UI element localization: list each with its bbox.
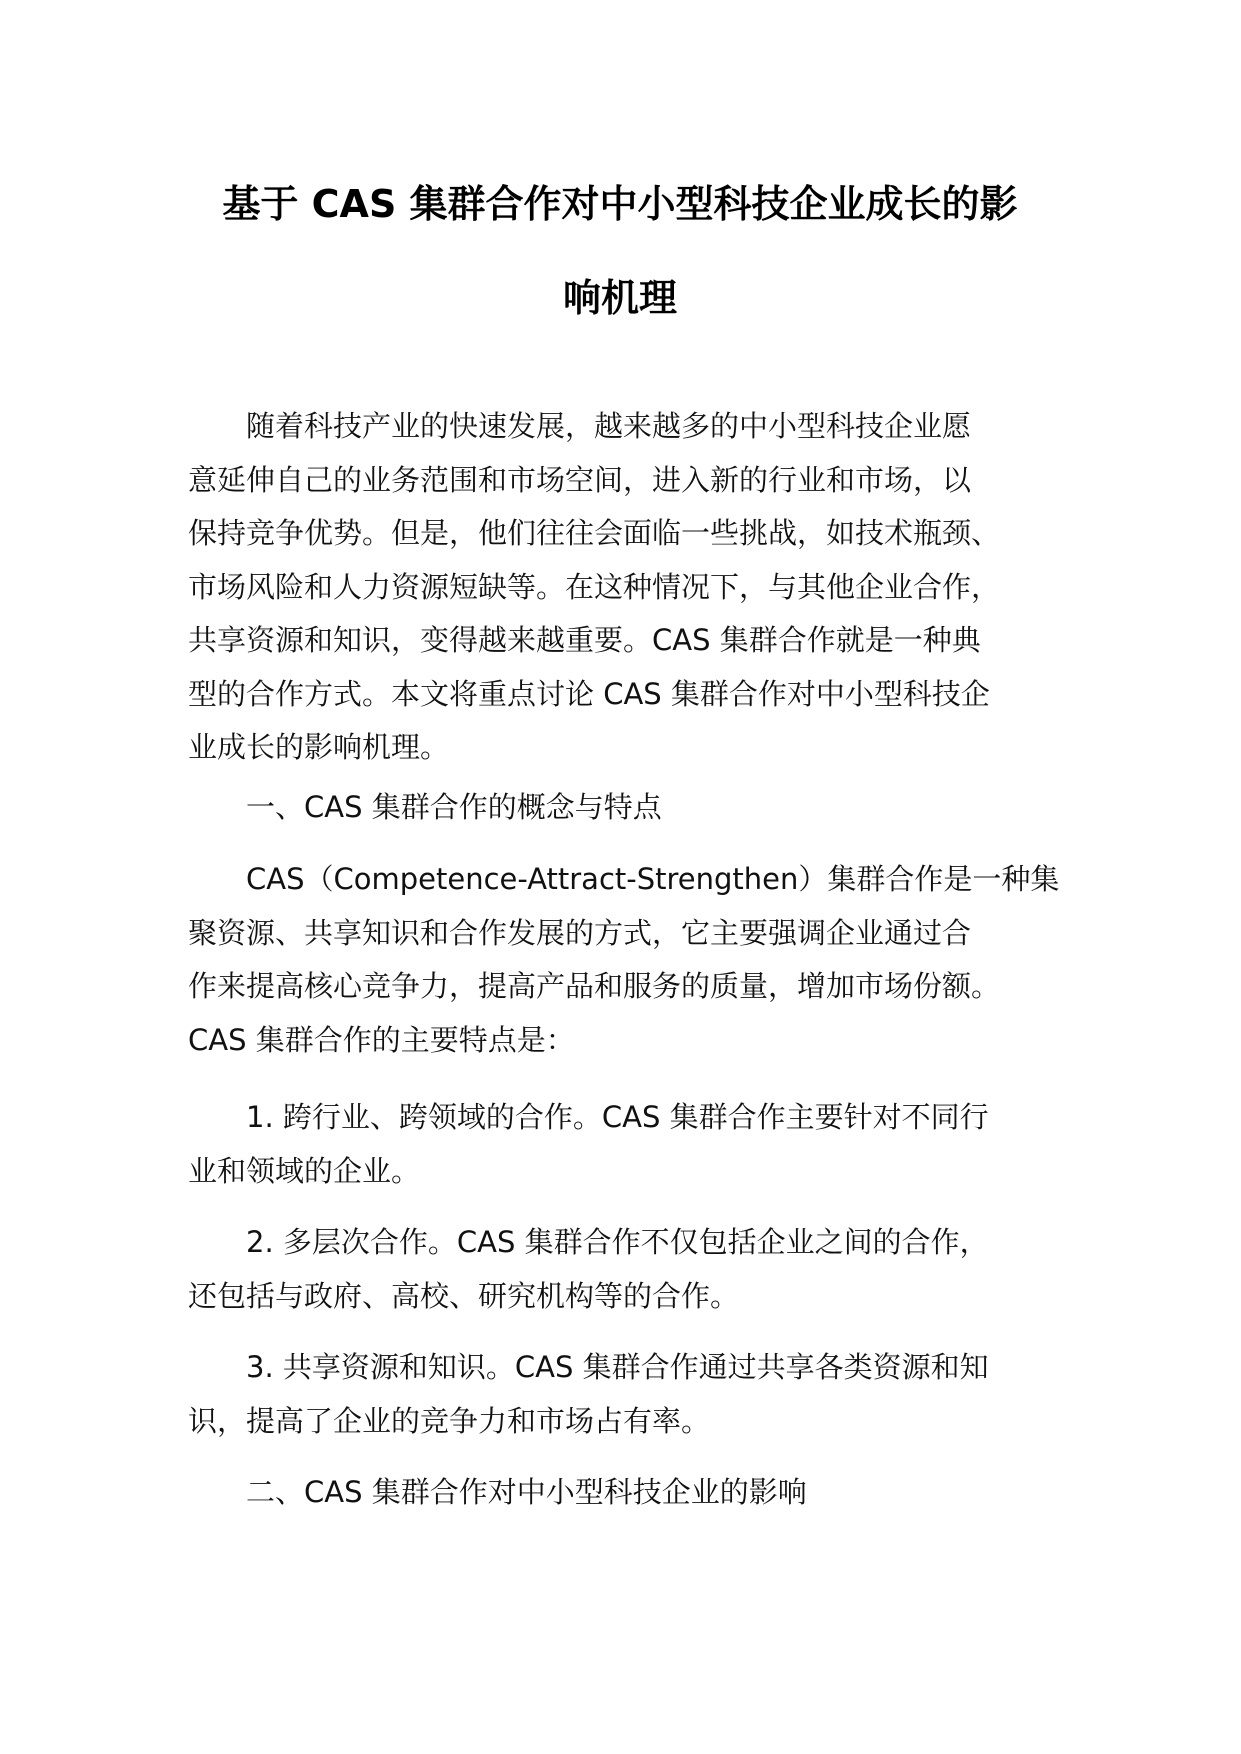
- paragraph-cas-definition: [188, 853, 1108, 1067]
- paragraph-line: 意延伸自己的业务范围和市场空间，进入新的行业和市场，以: [188, 462, 972, 497]
- paragraph-line: 保持竞争优势。但是，他们往往会面临一些挑战，如技术瓶颈、: [188, 516, 1001, 550]
- section-heading-text: 二、CAS 集群合作对中小型科技企业的影响: [246, 1475, 807, 1509]
- paragraph-introduction: [188, 400, 1108, 775]
- paragraph-line: 还包括与政府、高校、研究机构等的合作。: [188, 1278, 740, 1313]
- document-title-line-1: 基于 CAS 集群合作对中小型科技企业成长的影: [222, 182, 1018, 226]
- section-heading-1: [188, 781, 1108, 835]
- paragraph-line: 作来提高核心竞争力，提高产品和服务的质量，增加市场份额。: [188, 969, 1001, 1003]
- paragraph-line: CAS（Competence-Attract-Strengthen）集群合作是一种集: [246, 862, 1060, 896]
- list-item-3: [188, 1341, 1108, 1448]
- list-item-2: [188, 1216, 1108, 1323]
- paragraph-line: 3. 共享资源和知识。CAS 集群合作通过共享各类资源和知: [246, 1350, 989, 1384]
- section-heading-2: [188, 1466, 1108, 1520]
- paragraph-line: 1. 跨行业、跨领域的合作。CAS 集群合作主要针对不同行: [246, 1100, 989, 1134]
- paragraph-line: CAS 集群合作的主要特点是：: [188, 1022, 575, 1057]
- paragraph-line: 业和领域的企业。: [188, 1153, 421, 1188]
- paragraph-line: 2. 多层次合作。CAS 集群合作不仅包括企业之间的合作，: [246, 1225, 989, 1259]
- paragraph-line: 聚资源、共享知识和合作发展的方式，它主要强调企业通过合: [188, 915, 972, 950]
- paragraph-line: 识，提高了企业的竞争力和市场占有率。: [188, 1403, 711, 1438]
- paragraph-line: 随着科技产业的快速发展，越来越多的中小型科技企业愿: [246, 409, 972, 443]
- section-heading-text: 一、CAS 集群合作的概念与特点: [246, 790, 662, 824]
- paragraph-line: 共享资源和知识，变得越来越重要。CAS 集群合作就是一种典: [188, 623, 981, 657]
- list-item-1: [188, 1091, 1108, 1198]
- paragraph-line: 市场风险和人力资源短缺等。在这种情况下，与其他企业合作，: [188, 569, 1001, 604]
- document-title-line-2: 响机理: [562, 276, 677, 320]
- paragraph-line: 业成长的影响机理。: [188, 730, 450, 764]
- paragraph-line: 型的合作方式。本文将重点讨论 CAS 集群合作对中小型科技企: [188, 676, 990, 711]
